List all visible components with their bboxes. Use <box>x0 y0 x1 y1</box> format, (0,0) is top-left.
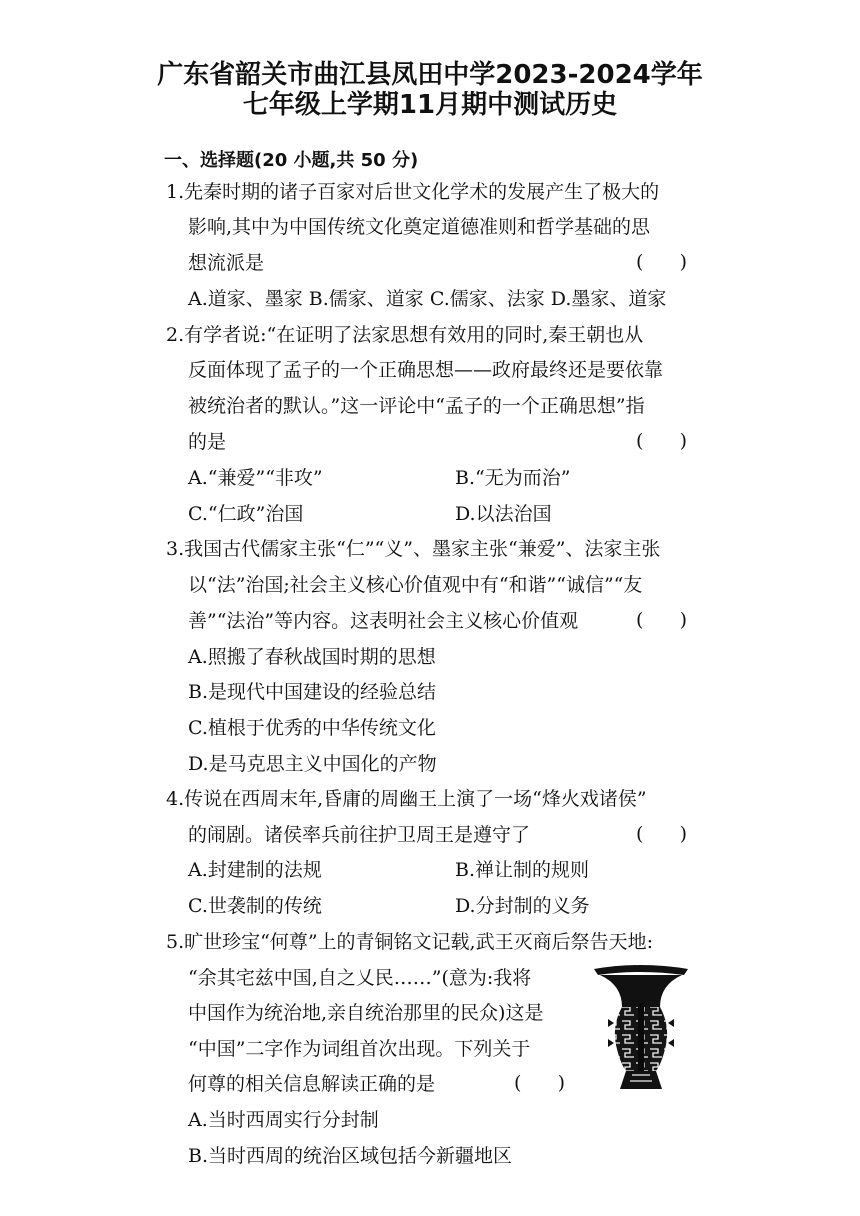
question-1-stem-line-3: 想流派是 <box>188 252 265 274</box>
question-5-stem-line-2: “余其宅兹中国,自之乂民……”(意为:我将 <box>188 967 532 989</box>
question-1-answer-blank: ( ) <box>636 251 688 273</box>
question-3-option-a: A.照搬了春秋战国时期的思想 <box>188 646 436 668</box>
question-5-option-a: A.当时西周实行分封制 <box>188 1109 379 1131</box>
question-2-option-b: B.“无为而治” <box>455 467 571 489</box>
question-1-stem-line-1: 1.先秦时期的诸子百家对后世文化学术的发展产生了极大的 <box>166 181 660 203</box>
question-2-option-a: A.“兼爱”“非攻” <box>188 467 323 489</box>
question-5-stem-line-4: “中国”二字作为词组首次出现。下列关于 <box>188 1038 531 1060</box>
question-5-answer-blank: ( ) <box>514 1072 566 1094</box>
question-3-option-d: D.是马克思主义中国化的产物 <box>188 753 437 775</box>
question-3-stem-line-3: 善”“法治”等内容。这表明社会主义核心价值观 <box>188 610 579 632</box>
question-3-option-b: B.是现代中国建设的经验总结 <box>188 681 437 703</box>
page-title-line-2: 七年级上学期11月期中测试历史 <box>242 90 618 120</box>
question-4-stem-line-1: 4.传说在西周末年,昏庸的周幽王上演了一场“烽火戏诸侯” <box>166 788 647 810</box>
question-2-stem-line-3: 被统治者的默认。”这一评论中“孟子的一个正确思想”指 <box>188 395 645 417</box>
question-2-stem-line-4: 的是 <box>188 431 227 453</box>
question-2-option-c: C.“仁政”治国 <box>188 503 304 525</box>
question-3-answer-blank: ( ) <box>636 609 688 631</box>
question-5-option-b: B.当时西周的统治区域包括今新疆地区 <box>188 1145 513 1167</box>
question-2-stem-line-1: 2.有学者说:“在证明了法家思想有效用的同时,秦王朝也从 <box>166 324 644 346</box>
question-2-option-d: D.以法治国 <box>455 503 552 525</box>
question-4-option-a: A.封建制的法规 <box>188 859 322 881</box>
section-heading: 一、选择题(20 小题,共 50 分) <box>164 150 419 171</box>
question-5-stem-line-5: 何尊的相关信息解读正确的是 <box>188 1073 436 1095</box>
question-4-stem-line-2: 的闹剧。诸侯率兵前往护卫周王是遵守了 <box>188 824 531 846</box>
bronze-vessel-icon <box>592 963 690 1093</box>
question-3-option-c: C.植根于优秀的中华传统文化 <box>188 717 436 739</box>
question-5-stem-line-3: 中国作为统治地,亲自统治那里的民众)这是 <box>188 1002 544 1024</box>
question-3-stem-line-1: 3.我国古代儒家主张“仁”“义”、墨家主张“兼爱”、法家主张 <box>166 538 661 560</box>
question-4-option-d: D.分封制的义务 <box>455 895 590 917</box>
question-4-option-b: B.禅让制的规则 <box>455 859 590 881</box>
question-2-answer-blank: ( ) <box>636 430 688 452</box>
question-2-stem-line-2: 反面体现了孟子的一个正确思想——政府最终还是要依靠 <box>188 359 664 381</box>
question-1-options: A.道家、墨家 B.儒家、道家 C.儒家、法家 D.墨家、道家 <box>188 288 667 310</box>
question-3-stem-line-2: 以“法”治国;社会主义核心价值观中有“和谐”“诚信”“友 <box>188 574 643 596</box>
question-5-stem-line-1: 5.旷世珍宝“何尊”上的青铜铭文记载,武王灭商后祭告天地: <box>166 931 653 953</box>
question-4-option-c: C.世袭制的传统 <box>188 895 322 917</box>
question-4-answer-blank: ( ) <box>636 823 688 845</box>
question-1-stem-line-2: 影响,其中为中国传统文化奠定道德准则和哲学基础的思 <box>188 216 651 238</box>
page-title-line-1: 广东省韶关市曲江县凤田中学2023-2024学年 <box>157 60 703 90</box>
